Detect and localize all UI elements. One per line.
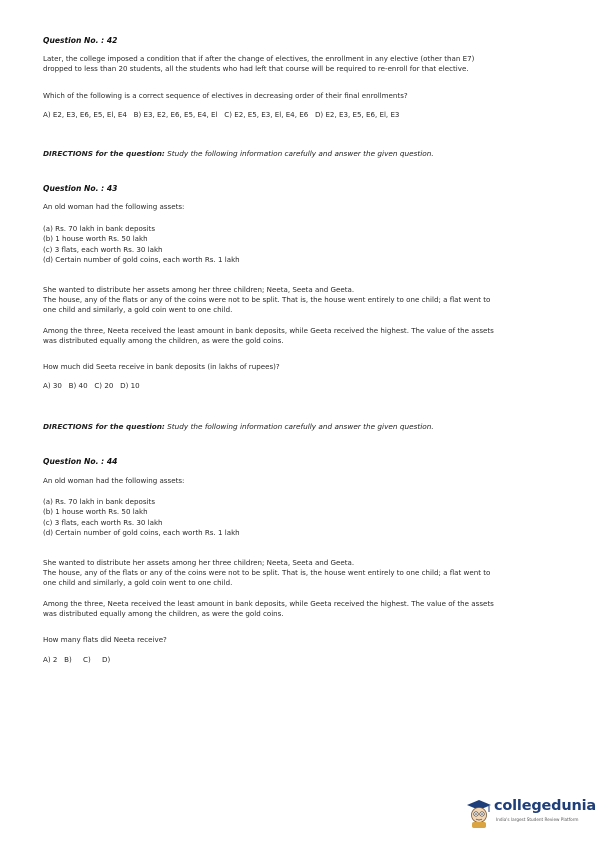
question-44-dist-line1: She wanted to distribute her assets among her three children; Neeta, Seeta and Geeta.: [43, 558, 355, 567]
question-42-options: A) E2, E3, E6, E5, El, E4 B) E3, E2, E6, E5, E4, El C) E2, E5, E3, El, E4, E6 D) E2, E3, E5, E6, El, E3: [43, 110, 400, 119]
list-item: (c) 3 flats, each worth Rs. 30 lakh: [43, 244, 163, 254]
question-44-heading: Question No. : 44: [43, 457, 118, 466]
question-43-dist-line3: one child and similarly, a gold coin went to one child.: [43, 305, 233, 314]
question-44-among-line2: was distributed equally among the children, as were the gold coins.: [43, 609, 284, 618]
list-item: (a) Rs. 70 lakh in bank deposits: [43, 497, 156, 506]
question-43-intro: An old woman had the following assets:: [43, 202, 185, 211]
logo-wordmark: collegedunia: [494, 798, 596, 814]
question-44-among-line1: Among the three, Neeta received the least amount in bank deposits, while Geeta received the highest. The value of the assets: [43, 599, 494, 608]
directions-1: [43, 149, 558, 159]
collegedunia-logo: [464, 797, 594, 831]
list-item: (b) 1 house worth Rs. 50 lakh: [43, 507, 148, 517]
question-44-dist-line3: one child and similarly, a gold coin went to one child.: [43, 578, 233, 587]
list-item: (a) Rs. 70 lakh in bank deposits: [43, 224, 156, 233]
question-43-dist-line1: She wanted to distribute her assets among her three children; Neeta, Seeta and Geeta.: [43, 285, 355, 294]
question-44-asset-list: [43, 497, 558, 539]
question-43-options: A) 30 B) 40 C) 20 D) 10: [43, 381, 140, 390]
question-42-text: Which of the following is a correct sequence of electives in decreasing order of their final enrollments?: [43, 91, 408, 100]
list-item: (d) Certain number of gold coins, each worth Rs. 1 lakh: [43, 528, 240, 538]
question-44-options: A) 2 B) C) D): [43, 655, 111, 664]
directions-2-text: Study the following information carefully and answer the given question.: [164, 422, 434, 431]
list-item: (c) 3 flats, each worth Rs. 30 lakh: [43, 517, 163, 527]
question-43-among-line2: was distributed equally among the children, as were the gold coins.: [43, 336, 284, 345]
question-42-heading: Question No. : 42: [43, 36, 118, 45]
question-44-dist-line2: The house, any of the flats or any of the coins were not to be split. That is, the house went entirely to one child; a flat went to: [43, 568, 491, 577]
directions-2: [43, 422, 558, 432]
question-43-among-line1: Among the three, Neeta received the least amount in bank deposits, while Geeta received the highest. The value of the assets: [43, 326, 494, 335]
question-42-para-line1: Later, the college imposed a condition that if after the change of electives, the enrollment in any elective (other than E7): [43, 54, 475, 63]
directions-2-label: DIRECTIONS for the question:: [43, 422, 165, 431]
list-item: (d) Certain number of gold coins, each worth Rs. 1 lakh: [43, 255, 240, 265]
question-44-text: How many flats did Neeta receive?: [43, 635, 167, 644]
directions-1-label: DIRECTIONS for the question:: [43, 149, 165, 158]
graduate-mascot-icon: [464, 797, 494, 829]
list-item: (b) 1 house worth Rs. 50 lakh: [43, 234, 148, 244]
question-43-dist-line2: The house, any of the flats or any of the coins were not to be split. That is, the house went entirely to one child; a flat went to: [43, 295, 491, 304]
logo-tagline: India's largest Student Review Platform: [496, 817, 579, 822]
question-43-heading: Question No. : 43: [43, 184, 118, 193]
question-42-para-line2: dropped to less than 20 students, all the students who had left that course will be required to re-enroll for that elective.: [43, 64, 469, 73]
directions-1-text: Study the following information carefully and answer the given question.: [164, 149, 434, 158]
question-43-asset-list: [43, 224, 558, 266]
question-43-text: How much did Seeta receive in bank deposits (in lakhs of rupees)?: [43, 362, 280, 371]
question-44-intro: An old woman had the following assets:: [43, 476, 185, 485]
